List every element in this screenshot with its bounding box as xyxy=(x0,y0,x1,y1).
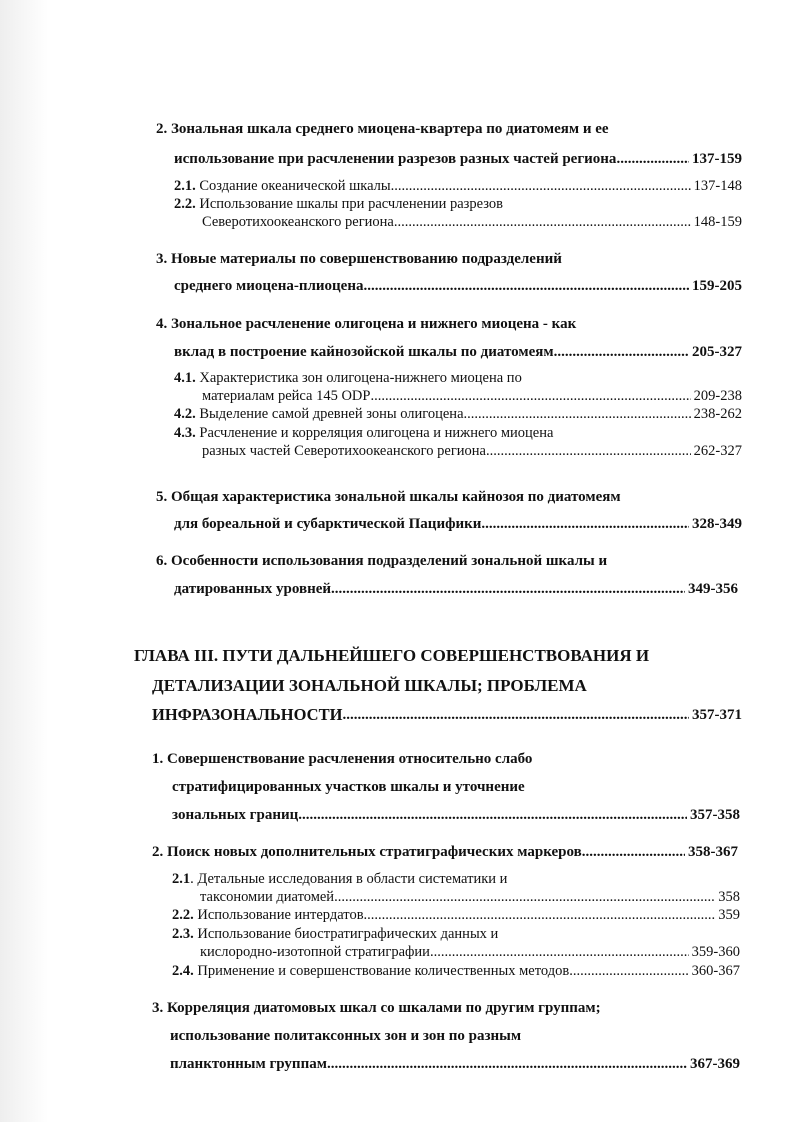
toc-entry-4-2: 4.2. Выделение самой древней зоны олигоцена ..... 238-262 xyxy=(174,405,742,423)
ch3-section-3-entry: планктонным группам ..... 367-369 xyxy=(170,1055,740,1073)
ch3-section-1-entry: зональных границ ..... 357-358 xyxy=(172,806,740,824)
chapter-3-entry: ИНФРАЗОНАЛЬНОСТИ ..... 357-371 xyxy=(152,706,742,724)
chapter-3-heading: ГЛАВА III. ПУТИ ДАЛЬНЕЙШЕГО СОВЕРШЕНСТВОВАНИЯ И xyxy=(134,646,650,665)
toc-section-5-entry: для бореальной и субарктической Пацифики ..... 328-349 xyxy=(174,515,742,533)
toc-section-3-title: 3. Новые материалы по совершенствованию подразделений xyxy=(156,251,562,267)
ch3-section-2-entry: 2. Поиск новых дополнительных стратиграфических маркеров ..... 358-367 xyxy=(152,843,738,861)
toc-entry-4-3-cont: разных частей Северотихоокеанского региона ..... 262-327 xyxy=(202,442,742,460)
toc-entry-2-2: 2.2. Использование шкалы при расчленении разрезов xyxy=(174,196,503,212)
toc-entry-4-3: 4.3. Расчленение и корреляция олигоцена и нижнего миоцена xyxy=(174,425,554,441)
toc-section-3-entry: среднего миоцена-плиоцена ..... 159-205 xyxy=(174,277,742,295)
ch3-entry-2-1-cont: таксономии диатомей ..... 358 xyxy=(200,888,740,906)
toc-section-5-title: 5. Общая характеристика зональной шкалы кайнозоя по диатомеям xyxy=(156,489,621,505)
ch3-section-3-line2: использование политаксонных зон и зон по разным xyxy=(170,1028,522,1044)
toc-section-4-entry: вклад в построение кайнозойской шкалы по диатомеям ..... 205-327 xyxy=(174,343,742,361)
toc-section-4-title: 4. Зональное расчленение олигоцена и нижнего миоцена - как xyxy=(156,316,577,332)
ch3-section-1-line2: стратифицированных участков шкалы и уточнение xyxy=(172,779,525,795)
toc-section-2-entry: использование при расчленении разрезов разных частей региона ..... 137-159 xyxy=(174,150,742,168)
toc-entry-4-1-cont: материалам рейса 145 ODP ..... 209-238 xyxy=(202,387,742,405)
ch3-entry-2-3-cont: кислородно-изотопной стратиграфии ..... 359-360 xyxy=(200,943,740,961)
chapter-3-heading-line2: ДЕТАЛИЗАЦИИ ЗОНАЛЬНОЙ ШКАЛЫ; ПРОБЛЕМА xyxy=(152,676,587,695)
toc-entry-2-2-cont: Северотихоокеанского региона ..... 148-159 xyxy=(202,213,742,231)
ch3-section-1-title: 1. Совершенствование расчленения относительно слабо xyxy=(152,751,533,767)
ch3-entry-2-3: 2.3. Использование биостратиграфических данных и xyxy=(172,926,499,942)
toc-section-2-title: 2. Зональная шкала среднего миоцена-квартера по диатомеям и ее xyxy=(156,121,609,137)
toc-section-6-entry: датированных уровней ..... 349-356 xyxy=(174,580,738,598)
ch3-section-3-title: 3. Корреляция диатомовых шкал со шкалами по другим группам; xyxy=(152,1000,601,1016)
ch3-entry-2-1: 2.1. Детальные исследования в области систематики и xyxy=(172,871,508,887)
toc-entry-4-1: 4.1. Характеристика зон олигоцена-нижнего миоцена по xyxy=(174,370,522,386)
toc-entry-2-1: 2.1. Создание океанической шкалы ..... 137-148 xyxy=(174,177,742,195)
toc-section-6-title: 6. Особенности использования подразделений зональной шкалы и xyxy=(156,553,608,569)
ch3-entry-2-2: 2.2. Использование интердатов ..... 359 xyxy=(172,906,740,924)
scan-shadow xyxy=(0,0,48,1122)
ch3-entry-2-4: 2.4. Применение и совершенствование количественных методов ..... 360-367 xyxy=(172,962,740,980)
